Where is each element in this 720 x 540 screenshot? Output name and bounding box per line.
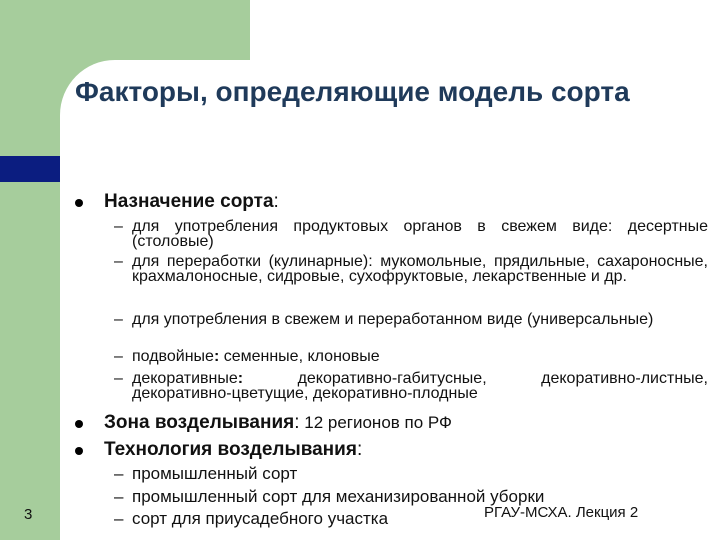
bullet-dot-icon — [75, 199, 83, 207]
footer-text: РГАУ-МСХА. Лекция 2 — [484, 504, 639, 521]
bullet-dot-icon — [75, 447, 83, 455]
slide-title: Факторы, определяющие модель сорта — [75, 76, 630, 107]
page-number: 3 — [24, 506, 33, 523]
bullet-label: Назначение сорта: — [104, 191, 279, 212]
bullet-dot-icon — [75, 420, 83, 428]
